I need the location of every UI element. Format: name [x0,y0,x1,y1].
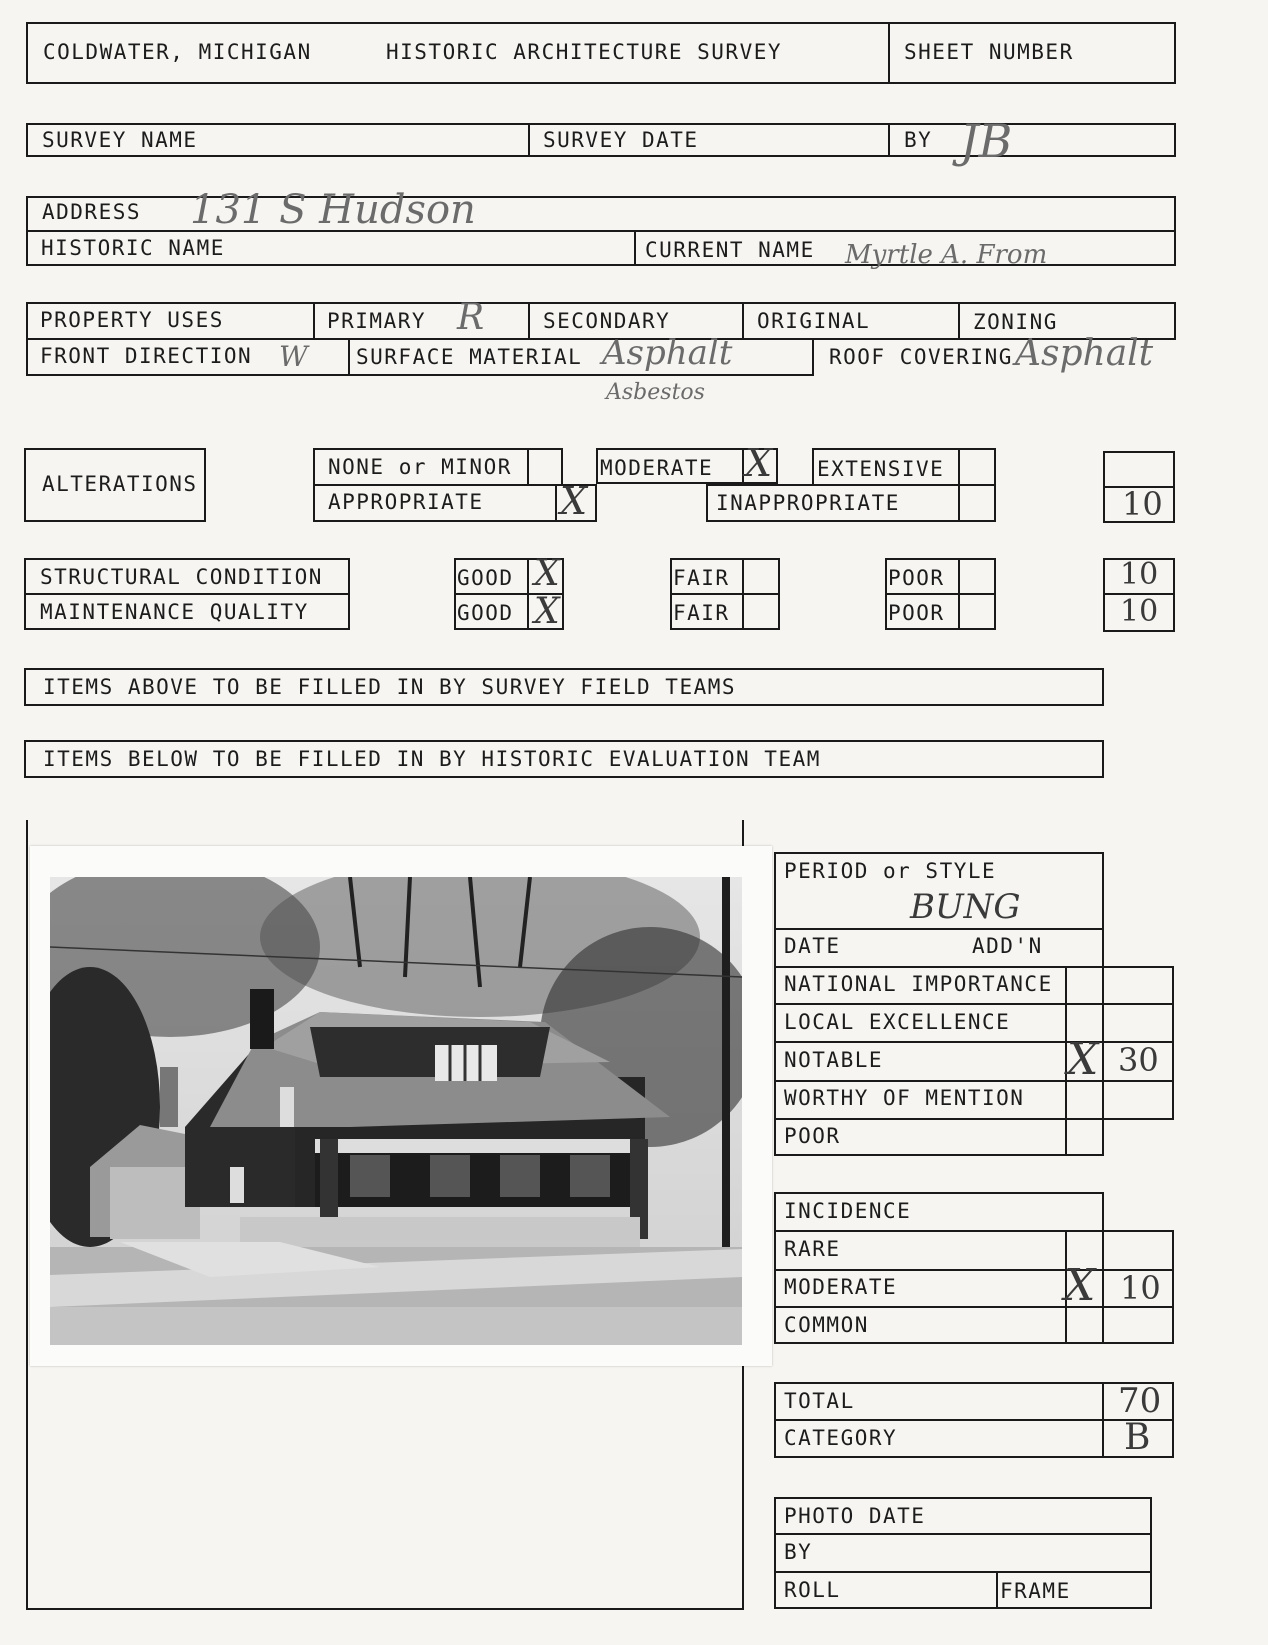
survey-by-label: BY [904,128,933,152]
incidence-moderate-mark: X [1064,1260,1096,1311]
roof-covering-value: Asphalt [1015,333,1154,374]
survey-by-value: JB [960,114,1013,168]
survey-divider-2 [888,123,890,157]
moderate-alt-mark: X [745,441,773,485]
fair-row-divider [670,593,780,595]
photo-info-row-1 [774,1533,1152,1535]
good-col-divider [527,558,529,630]
addn-label: ADD'N [972,934,1043,958]
total-col-divider [1102,1382,1104,1458]
incidence-label: INCIDENCE [784,1199,912,1223]
total-row-divider [774,1419,1174,1421]
maintenance-label: MAINTENANCE QUALITY [40,600,309,624]
eval-poor-label: POOR [784,1124,841,1148]
eval-row-2 [774,1003,1174,1005]
fair-col-divider [742,558,744,630]
eval-row-1 [774,966,1174,968]
structural-good-label: GOOD [457,566,514,590]
frame-label: FRAME [1000,1579,1071,1603]
poor-col-divider [958,558,960,630]
structural-label: STRUCTURAL CONDITION [40,565,323,589]
primary-label: PRIMARY [327,309,427,333]
surface-material-label: SURFACE MATERIAL [356,345,583,369]
photo-by-label: BY [784,1540,813,1564]
none-minor-divider [527,448,529,486]
roof-covering-label: ROOF COVERING [829,345,1013,369]
incidence-moderate-score: 10 [1120,1269,1161,1307]
extensive-divider [958,448,960,486]
total-value: 70 [1118,1381,1162,1421]
address-divider [634,230,636,266]
city-label: COLDWATER, MICHIGAN [43,40,312,64]
incidence-row-2 [774,1269,1174,1271]
appropriate-divider [555,484,557,522]
category-value: B [1124,1417,1151,1458]
property-divider-2 [528,302,530,340]
category-label: CATEGORY [784,1426,898,1450]
incidence-row-3 [774,1306,1174,1308]
condition-label-divider [24,593,350,595]
note-below: ITEMS BELOW TO BE FILLED IN BY HISTORIC EVALUATION TEAM [43,747,821,771]
structural-fair-label: FAIR [673,566,730,590]
date-label: DATE [784,934,841,958]
common-label: COMMON [784,1313,869,1337]
eval-row-3 [774,1041,1174,1043]
inappropriate-divider [958,484,960,522]
surface-material-value: Asphalt [602,333,733,373]
surface-material-value-2: Asbestos [606,380,705,405]
survey-name-label: SURVEY NAME [42,128,198,152]
moderate-alt-label: MODERATE [600,456,714,480]
structural-good-mark: X [534,553,560,594]
appropriate-mark: X [560,479,588,523]
roll-label: ROLL [784,1578,841,1602]
notable-label: NOTABLE [784,1048,884,1072]
front-direction-value: W [279,340,308,373]
period-value: BUNG [910,887,1021,927]
property-divider-4 [958,302,960,340]
maintenance-good-mark: X [534,591,560,632]
notable-mark: X [1067,1034,1099,1085]
historic-name-label: HISTORIC NAME [41,236,225,260]
primary-value: R [457,297,485,338]
house-photo [50,877,742,1345]
photo-panel-bottom-edge [26,1608,744,1610]
zoning-label: ZONING [973,310,1058,334]
photo-date-label: PHOTO DATE [784,1504,926,1528]
property-divider-1 [313,302,315,340]
notable-score: 30 [1118,1041,1159,1079]
total-label: TOTAL [784,1389,855,1413]
incidence-row-1 [774,1230,1174,1232]
local-excellence-label: LOCAL EXCELLENCE [784,1010,1011,1034]
none-minor-label: NONE or MINOR [328,455,512,479]
alterations-label: ALTERATIONS [42,472,198,496]
property-divider-3 [742,302,744,340]
secondary-label: SECONDARY [543,309,671,333]
national-importance-label: NATIONAL IMPORTANCE [784,972,1053,996]
period-label: PERIOD or STYLE [784,859,997,883]
poor-row-divider [885,593,996,595]
property-uses-label: PROPERTY USES [40,308,224,332]
structural-score: 10 [1120,557,1159,592]
current-name-value: Myrtle A. From [845,240,1048,270]
current-name-label: CURRENT NAME [645,238,815,262]
structural-poor-label: POOR [888,566,945,590]
extensive-label: EXTENSIVE [817,457,945,481]
alterations-score: 10 [1122,485,1163,523]
maintenance-fair-label: FAIR [673,601,730,625]
photo-panel-left-edge [26,820,28,1610]
inappropriate-label: INAPPROPRIATE [716,491,900,515]
eval-row-5 [774,1118,1174,1120]
eval-row-4 [774,1080,1174,1082]
header-divider [888,22,890,84]
worthy-label: WORTHY OF MENTION [784,1086,1025,1110]
survey-date-label: SURVEY DATE [543,128,699,152]
incidence-moderate-label: MODERATE [784,1275,898,1299]
moderate-alt-divider [742,448,744,484]
address-label: ADDRESS [42,200,142,224]
maintenance-good-label: GOOD [457,601,514,625]
photo-info-divider [996,1571,998,1609]
appropriate-label: APPROPRIATE [328,490,484,514]
page-title: HISTORIC ARCHITECTURE SURVEY [386,40,783,64]
original-label: ORIGINAL [757,309,871,333]
maintenance-poor-label: POOR [888,601,945,625]
front-direction-label: FRONT DIRECTION [40,344,253,368]
note-above: ITEMS ABOVE TO BE FILLED IN BY SURVEY FIELD TEAMS [43,675,737,699]
sheet-number-label: SHEET NUMBER [904,40,1074,64]
maintenance-score: 10 [1120,594,1159,629]
address-value: 131 S Hudson [190,187,476,233]
rare-label: RARE [784,1237,841,1261]
survey-divider-1 [528,123,530,157]
photo-info-row-2 [774,1571,1152,1573]
